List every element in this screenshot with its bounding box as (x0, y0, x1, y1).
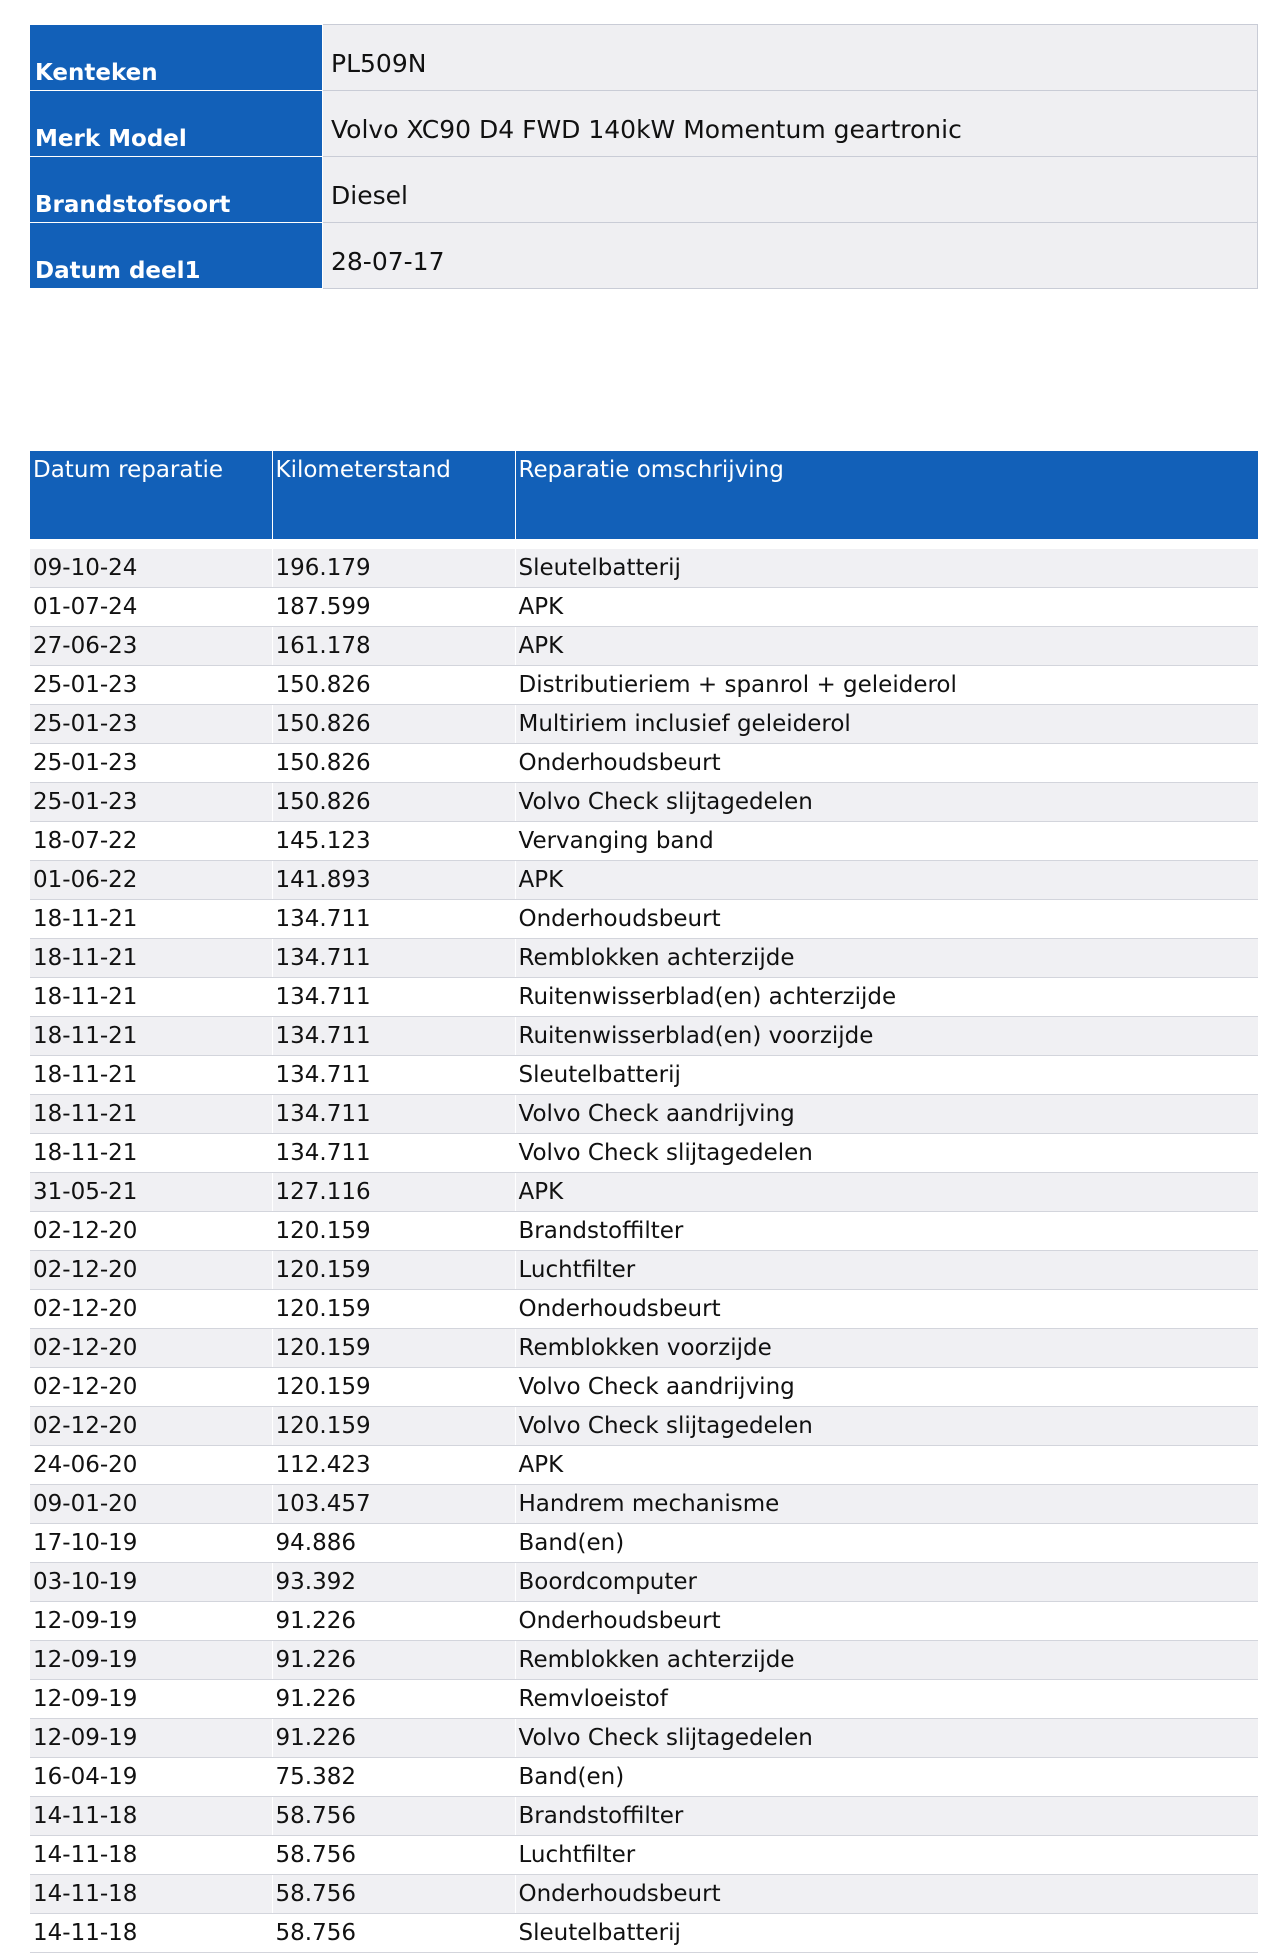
table-row (30, 1212, 1258, 1251)
repair-description-cell: Multiriem inclusief geleiderol (515, 705, 1258, 744)
vehicle-info-label: Kenteken (31, 25, 323, 91)
repair-description-cell: Brandstoffilter (515, 1212, 1258, 1251)
repair-description-cell: Onderhoudsbeurt (515, 1602, 1258, 1641)
repair-date-cell: 18-11-21 (30, 978, 272, 1017)
repair-km-cell: 134.711 (272, 1134, 515, 1173)
repair-history-table (30, 451, 1258, 1953)
repair-km-cell: 120.159 (272, 1251, 515, 1290)
repair-km-cell: 58.756 (272, 1875, 515, 1914)
repair-description-cell: Sleutelbatterij (515, 1914, 1258, 1953)
repair-date-cell: 09-01-20 (30, 1485, 272, 1524)
table-row (30, 1485, 1258, 1524)
repair-km-cell: 150.826 (272, 705, 515, 744)
repair-km-cell: 91.226 (272, 1641, 515, 1680)
vehicle-info-row (31, 91, 1258, 157)
table-row (30, 978, 1258, 1017)
repair-km-cell: 127.116 (272, 1173, 515, 1212)
repair-description-cell: Ruitenwisserblad(en) voorzijde (515, 1017, 1258, 1056)
table-row (30, 1836, 1258, 1875)
repair-description-cell: Band(en) (515, 1524, 1258, 1563)
repair-km-cell: 150.826 (272, 783, 515, 822)
repair-description-cell: Remblokken voorzijde (515, 1329, 1258, 1368)
repair-date-cell: 18-11-21 (30, 1134, 272, 1173)
table-row (30, 1719, 1258, 1758)
repair-description-cell: Remblokken achterzijde (515, 939, 1258, 978)
repair-date-cell: 12-09-19 (30, 1641, 272, 1680)
repair-km-cell: 58.756 (272, 1836, 515, 1875)
table-row (30, 666, 1258, 705)
table-row (30, 822, 1258, 861)
repair-date-cell: 02-12-20 (30, 1212, 272, 1251)
repair-description-cell: Ruitenwisserblad(en) achterzijde (515, 978, 1258, 1017)
repair-description-cell: Remvloeistof (515, 1680, 1258, 1719)
repair-km-cell: 120.159 (272, 1368, 515, 1407)
repair-km-cell: 103.457 (272, 1485, 515, 1524)
repair-km-cell: 134.711 (272, 900, 515, 939)
repair-description-cell: Brandstoffilter (515, 1797, 1258, 1836)
repair-date-cell: 27-06-23 (30, 627, 272, 666)
table-row (30, 1875, 1258, 1914)
repair-date-cell: 18-11-21 (30, 900, 272, 939)
header-reparatie-omschrijving: Reparatie omschrijving (515, 451, 1258, 539)
repair-date-cell: 14-11-18 (30, 1836, 272, 1875)
table-row (30, 939, 1258, 978)
repair-description-cell: Onderhoudsbeurt (515, 1875, 1258, 1914)
repair-km-cell: 134.711 (272, 1017, 515, 1056)
table-row (30, 1368, 1258, 1407)
table-row (30, 861, 1258, 900)
table-row (30, 1563, 1258, 1602)
repair-description-cell: Luchtfilter (515, 1836, 1258, 1875)
table-row (30, 1797, 1258, 1836)
repair-date-cell: 18-11-21 (30, 939, 272, 978)
table-row (30, 1017, 1258, 1056)
table-row (30, 549, 1258, 588)
repair-description-cell: Volvo Check slijtagedelen (515, 783, 1258, 822)
repair-date-cell: 24-06-20 (30, 1446, 272, 1485)
repair-km-cell: 134.711 (272, 978, 515, 1017)
repair-date-cell: 02-12-20 (30, 1329, 272, 1368)
repair-description-cell: APK (515, 1446, 1258, 1485)
table-row (30, 1914, 1258, 1953)
repair-description-cell: Sleutelbatterij (515, 549, 1258, 588)
repair-description-cell: Band(en) (515, 1758, 1258, 1797)
header-kilometerstand: Kilometerstand (272, 451, 515, 539)
repair-description-cell: Volvo Check aandrijving (515, 1368, 1258, 1407)
repair-date-cell: 31-05-21 (30, 1173, 272, 1212)
vehicle-info-value: PL509N (323, 25, 1258, 91)
repair-description-cell: Sleutelbatterij (515, 1056, 1258, 1095)
repair-km-cell: 112.423 (272, 1446, 515, 1485)
repair-date-cell: 02-12-20 (30, 1251, 272, 1290)
repair-km-cell: 120.159 (272, 1407, 515, 1446)
repair-description-cell: Vervanging band (515, 822, 1258, 861)
repair-km-cell: 134.711 (272, 1056, 515, 1095)
repair-date-cell: 18-11-21 (30, 1017, 272, 1056)
repair-date-cell: 12-09-19 (30, 1602, 272, 1641)
vehicle-info-value: Volvo XC90 D4 FWD 140kW Momentum geartronic (323, 91, 1258, 157)
vehicle-info-table (30, 24, 1258, 289)
table-row (30, 1290, 1258, 1329)
repair-km-cell: 196.179 (272, 549, 515, 588)
repair-date-cell: 14-11-18 (30, 1914, 272, 1953)
repair-description-cell: Volvo Check aandrijving (515, 1095, 1258, 1134)
repair-date-cell: 25-01-23 (30, 705, 272, 744)
repair-km-cell: 134.711 (272, 1095, 515, 1134)
repair-description-cell: APK (515, 588, 1258, 627)
repair-description-cell: Distributieriem + spanrol + geleiderol (515, 666, 1258, 705)
repair-km-cell: 134.711 (272, 939, 515, 978)
table-row (30, 1056, 1258, 1095)
table-row (30, 744, 1258, 783)
repair-km-cell: 141.893 (272, 861, 515, 900)
vehicle-info-row (31, 25, 1258, 91)
vehicle-info-label: Merk Model (31, 91, 323, 157)
repair-date-cell: 17-10-19 (30, 1524, 272, 1563)
table-row (30, 1758, 1258, 1797)
vehicle-info-row (31, 157, 1258, 223)
table-row (30, 900, 1258, 939)
repair-description-cell: Volvo Check slijtagedelen (515, 1134, 1258, 1173)
repair-date-cell: 02-12-20 (30, 1368, 272, 1407)
repair-km-cell: 58.756 (272, 1914, 515, 1953)
repair-date-cell: 02-12-20 (30, 1407, 272, 1446)
table-row (30, 1524, 1258, 1563)
table-row (30, 705, 1258, 744)
repair-km-cell: 91.226 (272, 1602, 515, 1641)
repair-description-cell: Onderhoudsbeurt (515, 744, 1258, 783)
table-row (30, 1329, 1258, 1368)
table-row (30, 1407, 1258, 1446)
repair-header-row (30, 451, 1258, 539)
vehicle-info-value: Diesel (323, 157, 1258, 223)
repair-description-cell: Onderhoudsbeurt (515, 1290, 1258, 1329)
repair-km-cell: 150.826 (272, 666, 515, 705)
header-spacer (30, 539, 1258, 549)
repair-date-cell: 14-11-18 (30, 1875, 272, 1914)
repair-description-cell: Boordcomputer (515, 1563, 1258, 1602)
table-row (30, 1602, 1258, 1641)
repair-km-cell: 91.226 (272, 1719, 515, 1758)
repair-date-cell: 02-12-20 (30, 1290, 272, 1329)
repair-km-cell: 94.886 (272, 1524, 515, 1563)
vehicle-info-value: 28-07-17 (323, 223, 1258, 289)
vehicle-info-label: Datum deel1 (31, 223, 323, 289)
header-datum-reparatie: Datum reparatie (30, 451, 272, 539)
repair-description-cell: Volvo Check slijtagedelen (515, 1719, 1258, 1758)
repair-date-cell: 12-09-19 (30, 1680, 272, 1719)
repair-description-cell: Onderhoudsbeurt (515, 900, 1258, 939)
repair-description-cell: APK (515, 861, 1258, 900)
repair-date-cell: 03-10-19 (30, 1563, 272, 1602)
repair-description-cell: Volvo Check slijtagedelen (515, 1407, 1258, 1446)
repair-km-cell: 187.599 (272, 588, 515, 627)
table-row (30, 1173, 1258, 1212)
repair-date-cell: 25-01-23 (30, 744, 272, 783)
table-row (30, 627, 1258, 666)
repair-date-cell: 25-01-23 (30, 783, 272, 822)
repair-date-cell: 12-09-19 (30, 1719, 272, 1758)
table-row (30, 588, 1258, 627)
repair-description-cell: APK (515, 627, 1258, 666)
vehicle-info-row (31, 223, 1258, 289)
table-row (30, 1134, 1258, 1173)
table-row (30, 783, 1258, 822)
repair-date-cell: 09-10-24 (30, 549, 272, 588)
repair-description-cell: Luchtfilter (515, 1251, 1258, 1290)
repair-date-cell: 25-01-23 (30, 666, 272, 705)
repair-description-cell: Handrem mechanisme (515, 1485, 1258, 1524)
repair-description-cell: Remblokken achterzijde (515, 1641, 1258, 1680)
repair-description-cell: APK (515, 1173, 1258, 1212)
table-row (30, 1680, 1258, 1719)
vehicle-info-label: Brandstofsoort (31, 157, 323, 223)
repair-date-cell: 16-04-19 (30, 1758, 272, 1797)
repair-km-cell: 120.159 (272, 1212, 515, 1251)
repair-date-cell: 01-06-22 (30, 861, 272, 900)
repair-km-cell: 58.756 (272, 1797, 515, 1836)
repair-km-cell: 120.159 (272, 1290, 515, 1329)
repair-km-cell: 91.226 (272, 1680, 515, 1719)
table-row (30, 1446, 1258, 1485)
repair-date-cell: 18-11-21 (30, 1056, 272, 1095)
table-row (30, 1641, 1258, 1680)
table-row (30, 1251, 1258, 1290)
repair-km-cell: 145.123 (272, 822, 515, 861)
repair-date-cell: 01-07-24 (30, 588, 272, 627)
repair-km-cell: 93.392 (272, 1563, 515, 1602)
table-row (30, 1095, 1258, 1134)
repair-km-cell: 75.382 (272, 1758, 515, 1797)
repair-km-cell: 120.159 (272, 1329, 515, 1368)
repair-km-cell: 161.178 (272, 627, 515, 666)
repair-km-cell: 150.826 (272, 744, 515, 783)
repair-date-cell: 14-11-18 (30, 1797, 272, 1836)
repair-date-cell: 18-11-21 (30, 1095, 272, 1134)
repair-date-cell: 18-07-22 (30, 822, 272, 861)
